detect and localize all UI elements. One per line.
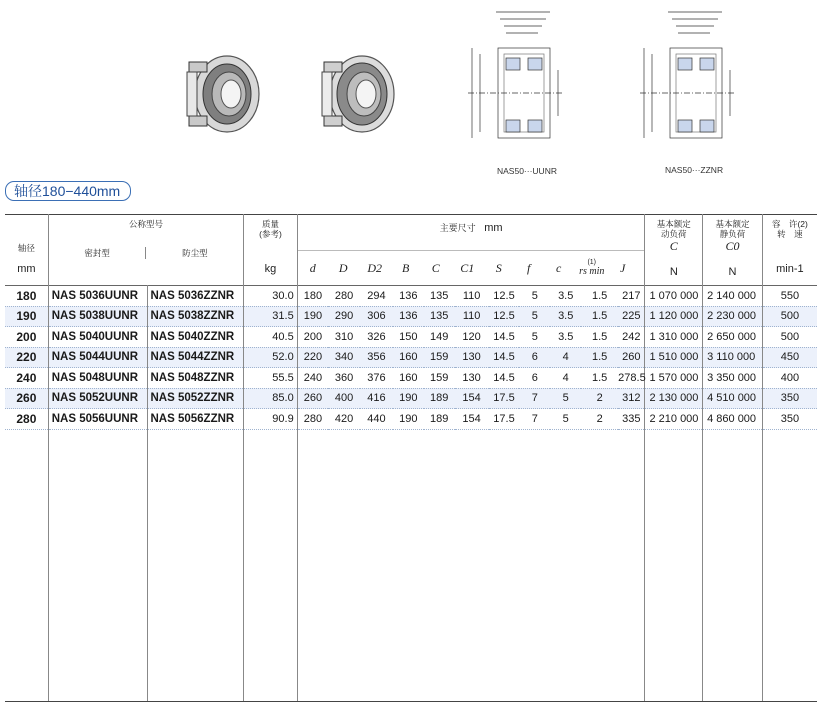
cell-mass: 55.5 (244, 368, 298, 389)
cell-C0: 3 350 000 (703, 368, 763, 389)
cell-d: 180 (297, 286, 328, 307)
cell-d: 280 (297, 409, 328, 430)
cell-J: 225 (618, 306, 645, 327)
cell-D2: 440 (360, 409, 393, 430)
cell-B: 160 (393, 347, 424, 368)
cell-D: 420 (328, 409, 360, 430)
cell-f: 5 (519, 306, 550, 327)
cell-shaft: 180 (5, 286, 48, 307)
cell-sealed: NAS 5040UUNR (48, 327, 147, 348)
cell-C: 189 (424, 409, 455, 430)
cell-Cr: 1 310 000 (645, 327, 703, 348)
cell-dust: NAS 5040ZZNR (147, 327, 244, 348)
table-header (5, 215, 817, 286)
cell-C1: 110 (455, 306, 489, 327)
cell-B: 136 (393, 306, 424, 327)
cell-C0: 2 650 000 (703, 327, 763, 348)
shaft-range-badge: 轴径180−440mm (5, 181, 131, 201)
shaft-header: 轴径 mm (17, 243, 36, 275)
cell-mass: 30.0 (244, 286, 298, 307)
cell-C1: 130 (455, 368, 489, 389)
model-header: 公称型号 密封型 防尘型 (48, 215, 244, 286)
caption-uunr: NAS50···UUNR (497, 166, 557, 176)
cell-sealed: NAS 5056UUNR (48, 409, 147, 430)
cell-sealed: NAS 5052UUNR (48, 388, 147, 409)
cell-Cr: 2 210 000 (645, 409, 703, 430)
cell-C: 135 (424, 306, 455, 327)
cell-dust: NAS 5056ZZNR (147, 409, 244, 430)
table-row (5, 368, 817, 389)
cell-S: 12.5 (489, 286, 520, 307)
cell-C: 189 (424, 388, 455, 409)
cell-c: 3.5 (550, 327, 581, 348)
cell-S: 14.5 (489, 368, 520, 389)
cell-S: 14.5 (489, 347, 520, 368)
cell-B: 190 (393, 388, 424, 409)
dustproof-type-label: 防尘型 (145, 247, 243, 259)
cell-r: 1.5 (581, 306, 618, 327)
cell-sealed: NAS 5038UUNR (48, 306, 147, 327)
cell-J: 260 (618, 347, 645, 368)
cell-Cr: 1 070 000 (645, 286, 703, 307)
sealed-type-label: 密封型 (84, 248, 110, 258)
section-drawing-zznr (630, 4, 742, 154)
cell-C: 159 (424, 347, 455, 368)
cell-J: 217 (618, 286, 645, 307)
cell-mass: 31.5 (244, 306, 298, 327)
cell-D: 400 (328, 388, 360, 409)
cell-c: 4 (550, 368, 581, 389)
cell-speed: 500 (762, 306, 817, 327)
cell-D: 310 (328, 327, 360, 348)
cell-C1: 130 (455, 347, 489, 368)
cell-D2: 376 (360, 368, 393, 389)
mass-header: 质量 (参考) kg (244, 215, 298, 286)
cell-B: 136 (393, 286, 424, 307)
cell-d: 220 (297, 347, 328, 368)
cell-C1: 154 (455, 388, 489, 409)
cell-f: 5 (519, 327, 550, 348)
cell-f: 6 (519, 347, 550, 368)
cell-C0: 2 230 000 (703, 306, 763, 327)
cell-r: 1.5 (581, 286, 618, 307)
dims-subheaders: d D D2 B C C1 S f c (1) rs min J (298, 250, 645, 285)
cell-dust: NAS 5052ZZNR (147, 388, 244, 409)
table-row (5, 327, 817, 348)
speed-header: 容 许(2) 转 速 min-1 (762, 215, 817, 286)
dynamic-load-header: 基本额定 动负荷 C N (645, 215, 703, 286)
cell-speed: 400 (762, 368, 817, 389)
cell-D: 290 (328, 306, 360, 327)
cell-C0: 3 110 000 (703, 347, 763, 368)
cell-r: 2 (581, 388, 618, 409)
cell-shaft: 260 (5, 388, 48, 409)
cell-J: 278.5 (618, 368, 645, 389)
caption-zznr: NAS50···ZZNR (665, 165, 724, 175)
cell-speed: 550 (762, 286, 817, 307)
cell-r: 1.5 (581, 347, 618, 368)
cell-D2: 416 (360, 388, 393, 409)
cell-C: 135 (424, 286, 455, 307)
cell-C0: 4 860 000 (703, 409, 763, 430)
cell-dust: NAS 5038ZZNR (147, 306, 244, 327)
cell-mass: 90.9 (244, 409, 298, 430)
cell-Cr: 2 130 000 (645, 388, 703, 409)
cell-shaft: 220 (5, 347, 48, 368)
cell-S: 14.5 (489, 327, 520, 348)
table-body (5, 286, 817, 702)
cell-d: 190 (297, 306, 328, 327)
table-row (5, 306, 817, 327)
cell-r: 2 (581, 409, 618, 430)
cell-mass: 52.0 (244, 347, 298, 368)
bearing-photo-zznr (318, 50, 396, 138)
cell-D2: 326 (360, 327, 393, 348)
cell-d: 240 (297, 368, 328, 389)
cell-B: 160 (393, 368, 424, 389)
cell-Cr: 1 510 000 (645, 347, 703, 368)
cell-C: 149 (424, 327, 455, 348)
cell-dust: NAS 5044ZZNR (147, 347, 244, 368)
cell-D2: 356 (360, 347, 393, 368)
cell-C1: 120 (455, 327, 489, 348)
cell-Cr: 1 570 000 (645, 368, 703, 389)
cell-c: 5 (550, 388, 581, 409)
spec-table (5, 214, 817, 702)
cell-shaft: 240 (5, 368, 48, 389)
dims-header: 主要尺寸 mm d D D2 B C C1 S f c (1) rs min J (297, 215, 645, 286)
cell-c: 3.5 (550, 306, 581, 327)
table-blank-area (5, 429, 817, 701)
cell-shaft: 200 (5, 327, 48, 348)
cell-dust: NAS 5036ZZNR (147, 286, 244, 307)
figures-area (0, 0, 827, 180)
cell-D: 360 (328, 368, 360, 389)
cell-D2: 306 (360, 306, 393, 327)
table-row (5, 347, 817, 368)
cell-C1: 110 (455, 286, 489, 307)
cell-shaft: 190 (5, 306, 48, 327)
cell-r: 1.5 (581, 368, 618, 389)
cell-f: 7 (519, 409, 550, 430)
cell-D: 280 (328, 286, 360, 307)
cell-S: 17.5 (489, 388, 520, 409)
cell-J: 335 (618, 409, 645, 430)
cell-J: 312 (618, 388, 645, 409)
cell-J: 242 (618, 327, 645, 348)
cell-speed: 350 (762, 388, 817, 409)
cell-S: 17.5 (489, 409, 520, 430)
cell-f: 6 (519, 368, 550, 389)
table-row (5, 286, 817, 307)
bearing-photo-uunr (183, 50, 261, 138)
cell-c: 5 (550, 409, 581, 430)
section-drawing-uunr (458, 4, 570, 154)
cell-speed: 500 (762, 327, 817, 348)
cell-C: 159 (424, 368, 455, 389)
cell-r: 1.5 (581, 327, 618, 348)
cell-B: 190 (393, 409, 424, 430)
cell-sealed: NAS 5036UUNR (48, 286, 147, 307)
cell-speed: 350 (762, 409, 817, 430)
table-row (5, 388, 817, 409)
cell-shaft: 280 (5, 409, 48, 430)
cell-sealed: NAS 5044UUNR (48, 347, 147, 368)
cell-f: 5 (519, 286, 550, 307)
cell-Cr: 1 120 000 (645, 306, 703, 327)
cell-f: 7 (519, 388, 550, 409)
table-row (5, 409, 817, 430)
cell-S: 12.5 (489, 306, 520, 327)
cell-c: 4 (550, 347, 581, 368)
cell-B: 150 (393, 327, 424, 348)
cell-d: 260 (297, 388, 328, 409)
cell-speed: 450 (762, 347, 817, 368)
cell-c: 3.5 (550, 286, 581, 307)
cell-C1: 154 (455, 409, 489, 430)
cell-d: 200 (297, 327, 328, 348)
cell-mass: 85.0 (244, 388, 298, 409)
static-load-header: 基本额定 静负荷 C0 N (703, 215, 763, 286)
cell-D2: 294 (360, 286, 393, 307)
cell-D: 340 (328, 347, 360, 368)
cell-dust: NAS 5048ZZNR (147, 368, 244, 389)
cell-sealed: NAS 5048UUNR (48, 368, 147, 389)
cell-mass: 40.5 (244, 327, 298, 348)
cell-C0: 2 140 000 (703, 286, 763, 307)
cell-C0: 4 510 000 (703, 388, 763, 409)
